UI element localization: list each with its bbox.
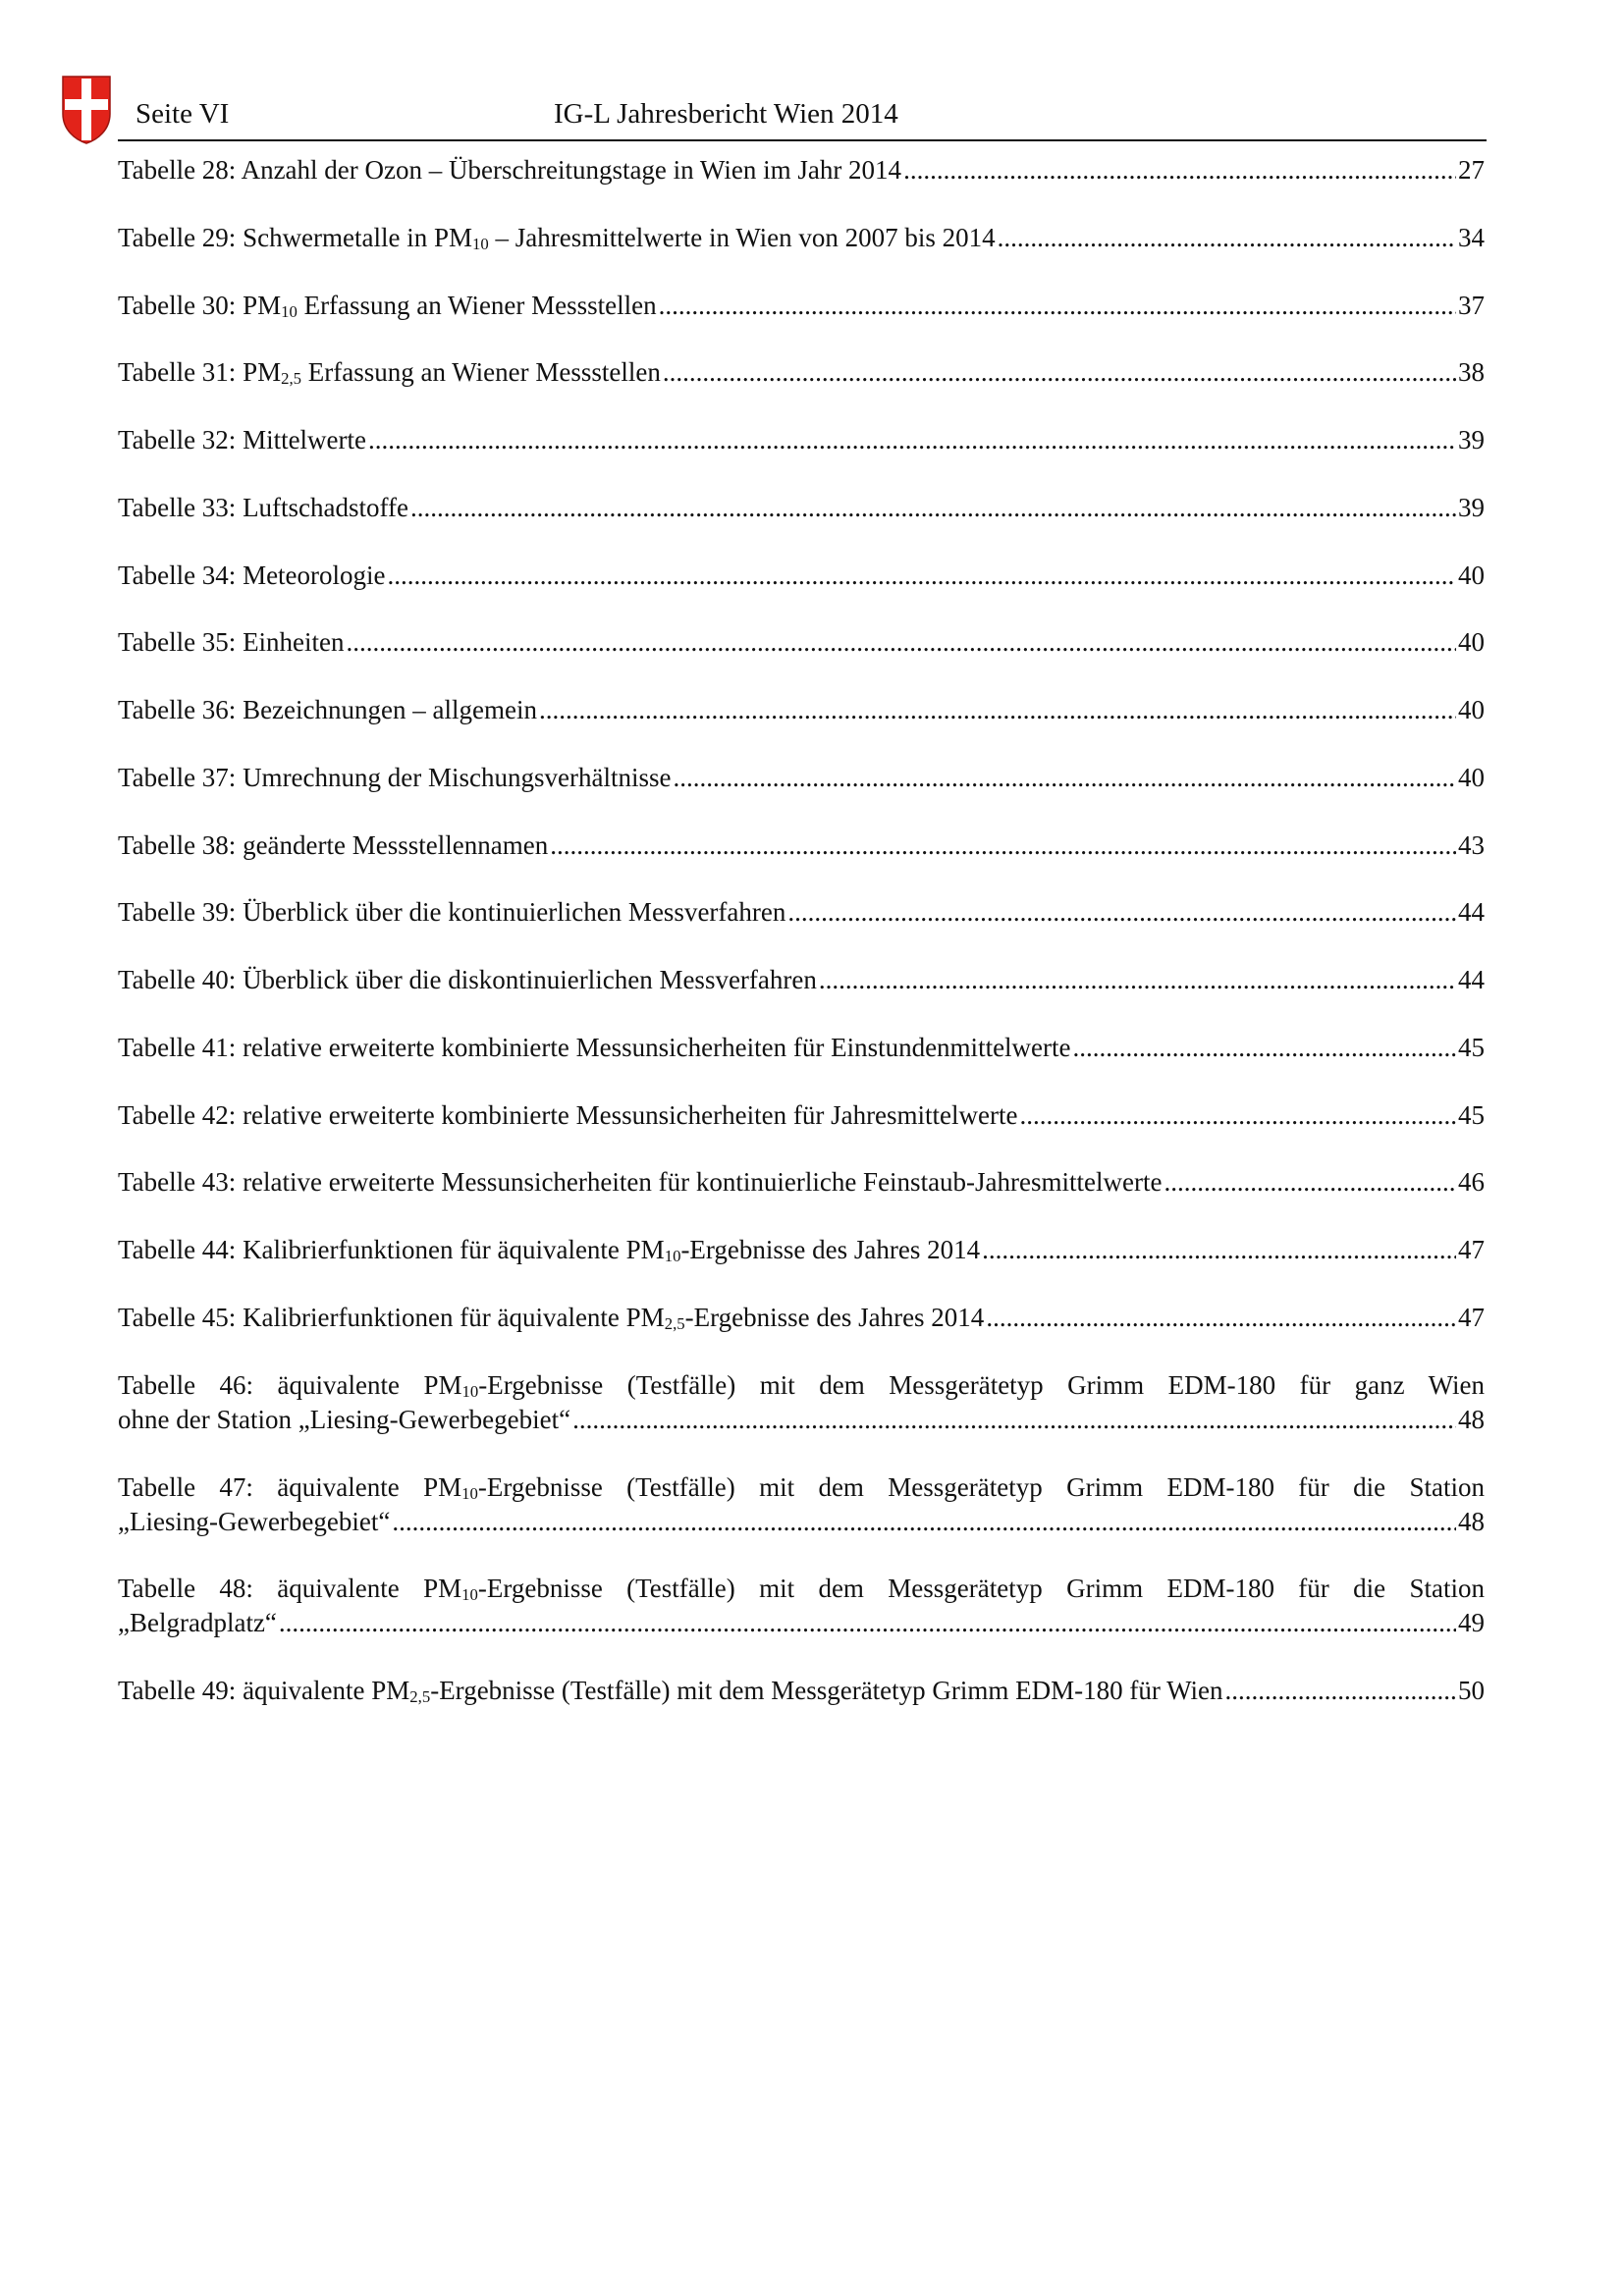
dot-leader	[1164, 1165, 1456, 1200]
toc-entry[interactable]	[118, 693, 1485, 727]
toc-text: – Jahresmittelwerte in Wien von 2007 bis 2014	[488, 223, 996, 252]
dot-leader	[388, 559, 1456, 593]
toc-subscript: 10	[461, 1382, 479, 1401]
toc-text: Tabelle 46: äquivalente PM	[118, 1370, 462, 1400]
dot-leader	[659, 289, 1456, 323]
toc-entry[interactable]	[118, 828, 1485, 863]
report-title: IG-L Jahresbericht Wien 2014	[554, 98, 898, 130]
toc-title	[118, 1165, 1162, 1200]
toc-title	[118, 355, 661, 390]
toc-text: Tabelle 41: relative erweiterte kombinierte Messunsicherheiten für Einstundenmittelwerte	[118, 1033, 1071, 1062]
dot-leader	[819, 963, 1456, 997]
toc-text: Tabelle 28: Anzahl der Ozon – Überschreitungstage in Wien im Jahr 2014	[118, 155, 902, 185]
toc-text: Tabelle 44: Kalibrierfunktionen für äquivalente PM	[118, 1235, 665, 1264]
dot-leader	[663, 355, 1456, 390]
toc-page-number: 40	[1458, 763, 1485, 792]
toc-text: -Ergebnisse des Jahres 2014	[680, 1235, 981, 1264]
toc-entry[interactable]	[118, 1470, 1485, 1539]
dot-leader	[903, 153, 1456, 187]
toc-page-number: 37	[1458, 291, 1485, 320]
toc-entry[interactable]	[118, 1674, 1485, 1708]
toc-text: -Ergebnisse (Testfälle) mit dem Messgerätetyp Grimm EDM-180 für Wien	[430, 1676, 1223, 1705]
dot-leader	[392, 1505, 1456, 1539]
vienna-coat-of-arms-icon	[61, 75, 112, 145]
dot-leader	[410, 491, 1456, 525]
toc-subscript: 2,5	[664, 1314, 685, 1333]
toc-text: Tabelle 48: äquivalente PM	[118, 1574, 462, 1603]
toc-page-number: 48	[1458, 1507, 1485, 1536]
toc-text: Tabelle 33: Luftschadstoffe	[118, 493, 409, 522]
toc-text: -Ergebnisse (Testfälle) mit dem Messgerätetyp Grimm EDM-180 für die Station	[477, 1574, 1485, 1603]
toc-page-number: 40	[1458, 627, 1485, 657]
toc-text: „Belgradplatz“	[118, 1608, 277, 1637]
toc-page-number: 27	[1458, 155, 1485, 185]
toc-title	[118, 1674, 1223, 1708]
toc-text: Tabelle 36: Bezeichnungen – allgemein	[118, 695, 537, 724]
toc-text: -Ergebnisse (Testfälle) mit dem Messgerätetyp Grimm EDM-180 für ganz Wien	[478, 1370, 1485, 1400]
toc-text: Tabelle 43: relative erweiterte Messunsicherheiten für kontinuierliche Feinstaub-Jahresmittelwerte	[118, 1167, 1163, 1197]
toc-title	[118, 895, 785, 930]
toc-entry[interactable]	[118, 559, 1485, 593]
toc-text: Tabelle 47: äquivalente PM	[118, 1472, 462, 1502]
toc-text: Tabelle 45: Kalibrierfunktionen für äquivalente PM	[118, 1303, 665, 1332]
toc-title	[118, 289, 657, 323]
toc-entry[interactable]	[118, 1572, 1485, 1640]
toc-entry[interactable]	[118, 761, 1485, 795]
toc-title	[118, 1301, 984, 1335]
toc-title	[118, 963, 817, 997]
dot-leader	[279, 1606, 1456, 1640]
toc-text: -Ergebnisse des Jahres 2014	[684, 1303, 985, 1332]
toc-title	[118, 1403, 570, 1437]
toc-entry[interactable]	[118, 1098, 1485, 1133]
toc-entry[interactable]	[118, 1233, 1485, 1267]
toc-title	[118, 693, 537, 727]
toc-title	[118, 221, 996, 255]
toc-text: Tabelle 42: relative erweiterte kombinierte Messunsicherheiten für Jahresmittelwerte	[118, 1100, 1018, 1130]
toc-page-number: 45	[1458, 1033, 1485, 1062]
toc-page-number: 40	[1458, 561, 1485, 590]
toc-page-number: 40	[1458, 695, 1485, 724]
dot-leader	[982, 1233, 1456, 1267]
toc-page-number: 47	[1458, 1235, 1485, 1264]
toc-page-number: 44	[1458, 897, 1485, 927]
toc-page-number: 49	[1458, 1608, 1485, 1637]
dot-leader	[347, 625, 1456, 660]
toc-text: Tabelle 34: Meteorologie	[118, 561, 386, 590]
toc-page-number: 47	[1458, 1303, 1485, 1332]
toc-title	[118, 423, 366, 457]
toc-entry[interactable]	[118, 153, 1485, 187]
toc-title	[118, 828, 548, 863]
page-header	[118, 94, 1487, 141]
dot-leader	[550, 828, 1456, 863]
dot-leader	[572, 1403, 1456, 1437]
page-label: Seite VI	[135, 98, 230, 130]
toc-text: Tabelle 32: Mittelwerte	[118, 425, 367, 454]
toc-entry[interactable]	[118, 491, 1485, 525]
toc-text: Tabelle 30: PM	[118, 291, 282, 320]
toc-page-number: 39	[1458, 425, 1485, 454]
toc-title	[118, 559, 386, 593]
toc-text: Tabelle 38: geänderte Messstellennamen	[118, 830, 549, 860]
toc-page-number: 39	[1458, 493, 1485, 522]
toc-text: Tabelle 40: Überblick über die diskontinuierlichen Messverfahren	[118, 965, 817, 994]
toc-subscript: 10	[461, 1484, 478, 1503]
toc-page-number: 50	[1458, 1676, 1485, 1705]
toc-page-number: 43	[1458, 830, 1485, 860]
toc-entry[interactable]	[118, 895, 1485, 930]
toc-text: „Liesing-Gewerbegebiet“	[118, 1507, 391, 1536]
toc-title	[118, 491, 408, 525]
dot-leader	[673, 761, 1456, 795]
toc-title	[118, 153, 901, 187]
toc-text: Tabelle 35: Einheiten	[118, 627, 345, 657]
toc-text: Tabelle 39: Überblick über die kontinuierlichen Messverfahren	[118, 897, 786, 927]
toc-subscript: 10	[281, 302, 298, 321]
toc-title	[118, 761, 671, 795]
toc-page-number: 48	[1458, 1405, 1485, 1434]
dot-leader	[368, 423, 1456, 457]
toc-entry[interactable]	[118, 423, 1485, 457]
dot-leader	[1225, 1674, 1456, 1708]
toc-entry[interactable]	[118, 963, 1485, 997]
toc-title	[118, 1031, 1071, 1065]
toc-subscript: 10	[472, 235, 489, 253]
dot-leader	[1020, 1098, 1457, 1133]
dot-leader	[1073, 1031, 1456, 1065]
toc-page-number: 45	[1458, 1100, 1485, 1130]
toc-entry[interactable]	[118, 1031, 1485, 1065]
toc-entry[interactable]	[118, 355, 1485, 390]
toc-subscript: 2,5	[409, 1687, 431, 1706]
toc-title	[118, 625, 345, 660]
dot-leader	[539, 693, 1456, 727]
toc-entry[interactable]	[118, 289, 1485, 323]
toc-entry[interactable]	[118, 1165, 1485, 1200]
toc-entry[interactable]	[118, 1368, 1485, 1437]
dot-leader	[986, 1301, 1456, 1335]
toc-title	[118, 1098, 1018, 1133]
dot-leader	[787, 895, 1456, 930]
toc-text: Tabelle 31: PM	[118, 357, 282, 387]
toc-title	[118, 1606, 277, 1640]
toc-subscript: 10	[461, 1585, 478, 1604]
toc-text: Tabelle 37: Umrechnung der Mischungsverhältnisse	[118, 763, 672, 792]
cross-horizontal	[65, 99, 108, 110]
toc-text: Erfassung an Wiener Messstellen	[301, 357, 661, 387]
toc-title	[118, 1505, 390, 1539]
toc-text: Tabelle 49: äquivalente PM	[118, 1676, 410, 1705]
toc-subscript: 10	[664, 1247, 681, 1265]
toc-text: Tabelle 29: Schwermetalle in PM	[118, 223, 473, 252]
toc-page-number: 38	[1458, 357, 1485, 387]
toc-title	[118, 1233, 980, 1267]
toc-text: Erfassung an Wiener Messstellen	[297, 291, 657, 320]
toc-entry[interactable]	[118, 221, 1485, 255]
toc-page-number: 46	[1458, 1167, 1485, 1197]
toc-text: ohne der Station „Liesing-Gewerbegebiet“	[118, 1405, 571, 1434]
toc-text: -Ergebnisse (Testfälle) mit dem Messgerätetyp Grimm EDM-180 für die Station	[477, 1472, 1485, 1502]
toc-page-number: 34	[1458, 223, 1485, 252]
toc-entry[interactable]	[118, 1301, 1485, 1335]
toc-page-number: 44	[1458, 965, 1485, 994]
toc-entry[interactable]	[118, 625, 1485, 660]
dot-leader	[998, 221, 1456, 255]
toc-subscript: 2,5	[281, 369, 302, 388]
